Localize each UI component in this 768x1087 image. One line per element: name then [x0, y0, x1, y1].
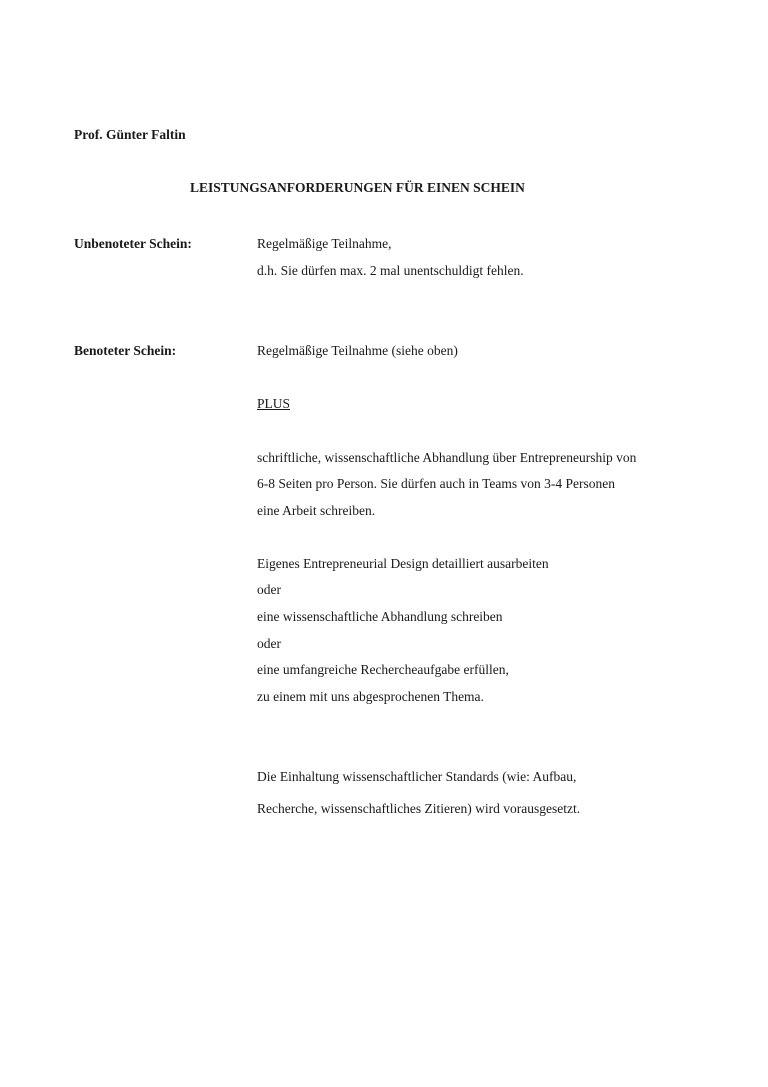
unbenotet-line-1: Regelmäßige Teilnahme,	[257, 236, 392, 251]
option-line-3: eine wissenschaftliche Abhandlung schreiben	[257, 609, 503, 624]
option-line-2: oder	[257, 582, 281, 597]
page-title: LEISTUNGSANFORDERUNGEN FÜR EINEN SCHEIN	[190, 180, 525, 195]
unbenotet-label: Unbenoteter Schein:	[74, 236, 192, 251]
unbenotet-line-2: d.h. Sie dürfen max. 2 mal unentschuldigt fehlen.	[257, 263, 524, 278]
abhandlung-line-2: 6-8 Seiten pro Person. Sie dürfen auch in Teams von 3-4 Personen	[257, 476, 615, 491]
option-line-6: zu einem mit uns abgesprochenen Thema.	[257, 689, 484, 704]
author: Prof. Günter Faltin	[74, 127, 186, 142]
benotet-line-1: Regelmäßige Teilnahme (siehe oben)	[257, 343, 458, 358]
option-line-4: oder	[257, 636, 281, 651]
standards-line-2: Recherche, wissenschaftliches Zitieren) wird vorausgesetzt.	[257, 801, 581, 816]
standards-line-1: Die Einhaltung wissenschaftlicher Standards (wie: Aufbau,	[257, 769, 577, 784]
abhandlung-line-3: eine Arbeit schreiben.	[257, 503, 376, 518]
option-line-1: Eigenes Entrepreneurial Design detailliert ausarbeiten	[257, 556, 549, 571]
plus-text: PLUS	[257, 396, 291, 411]
abhandlung-line-1: schriftliche, wissenschaftliche Abhandlung über Entrepreneurship von	[257, 450, 637, 465]
option-line-5: eine umfangreiche Rechercheaufgabe erfüllen,	[257, 662, 509, 677]
benotet-label: Benoteter Schein:	[74, 343, 177, 358]
